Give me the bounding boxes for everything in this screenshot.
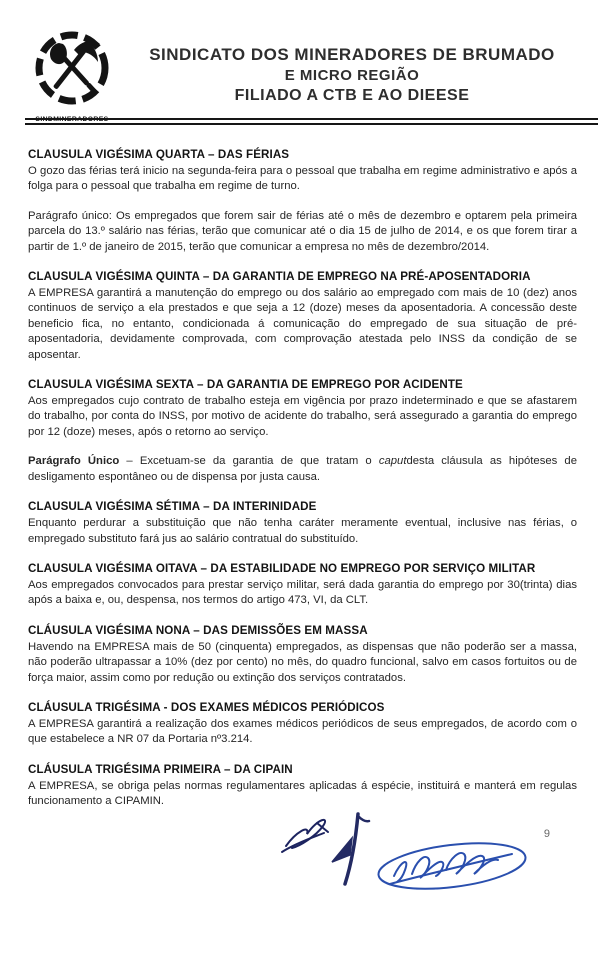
paragraph — [28, 779, 577, 810]
letterhead-titles — [112, 46, 592, 108]
text-run: A EMPRESA garantirá a realização dos exames médicos periódicos de seus empregados, de acordo com o que estabelece a NR 07 da Portaria nº3.214. — [28, 717, 577, 746]
signature-area — [270, 810, 560, 905]
title-line-3: FILIADO A CTB E AO DIEESE — [234, 87, 470, 104]
page-number: 9 — [543, 828, 550, 840]
paragraph — [28, 209, 577, 255]
text-run: A EMPRESA garantirá a manutenção do emprego ou dos salário ao empregado com mais de 10 (dez) anos continuos de serviço a ela prestados e que seja a 12 (doze) meses da aposentadoria. A concessão deste beneficio fica, no entanto, condicionada á comunicação do empregado de sua situação de pré-aposentadoria, devidamente comprovada, com comprovação atestada pelo INSS da condição de se aposentar. — [28, 287, 577, 361]
clause-heading: CLAUSULA VIGÉSIMA OITAVA – DA ESTABILIDADE NO EMPREGO POR SERVIÇO MILITAR — [28, 561, 536, 575]
clause-section — [28, 623, 577, 686]
logo-caption: SINDMINERADORES — [35, 116, 109, 123]
clause-section — [28, 700, 577, 748]
union-logo — [26, 28, 118, 123]
clause-section — [28, 269, 577, 363]
clause-heading: CLAUSULA VIGÉSIMA QUARTA – DAS FÉRIAS — [28, 148, 290, 161]
clause-heading: CLÁUSULA TRIGÉSIMA PRIMEIRA – DA CIPAIN — [28, 762, 293, 776]
clause-section — [28, 147, 577, 255]
signatures — [270, 810, 560, 905]
clause-heading: CLAUSULA VIGÉSIMA QUINTA – DA GARANTIA DE EMPREGO NA PRÉ-APOSENTADORIA — [28, 270, 531, 284]
text-run: O gozo das férias terá inicio na segunda-feira para o pessoal que trabalha em regime administrativo e após a folga para o pessoal que trabalha em regime de turno. — [28, 165, 577, 193]
paragraph — [28, 717, 577, 748]
title-line-1: SINDICATO DOS MINERADORES DE BRUMADO — [149, 45, 555, 64]
pickaxe-shovel-icon — [30, 28, 114, 110]
text-run: Parágrafo Único — [28, 455, 120, 468]
text-run: Enquanto perdurar a substituição que não tenha caráter meramente eventual, inclusive nas férias, o empregado substituto fará jus ao salário contratual do substituído. — [28, 517, 577, 545]
clause-heading: CLÁUSULA VIGÉSIMA NONA – DAS DEMISSÕES EM MASSA — [28, 623, 368, 637]
header-divider — [25, 118, 598, 125]
paragraph — [28, 454, 577, 485]
paragraph — [28, 578, 577, 609]
clause-heading: CLAUSULA VIGÉSIMA SÉTIMA – DA INTERINIDADE — [28, 500, 317, 514]
text-run: Aos empregados cujo contrato de trabalho esteja em vigência por prazo indeterminado e que se afastarem do trabalho, por conta do INSS, por motivo de acidente do trabalho, será assegurado a garantia do emprego por 12 (doze) meses, após o retorno ao serviço. — [28, 395, 577, 438]
paragraph — [28, 516, 577, 547]
clause-heading: CLAUSULA VIGÉSIMA SEXTA – DA GARANTIA DE EMPREGO POR ACIDENTE — [28, 378, 463, 392]
signature-stroke — [332, 814, 369, 884]
signature-initials — [282, 820, 328, 852]
clause-section — [28, 377, 577, 485]
signature-oval — [376, 836, 528, 896]
text-run: Aos empregados convocados para prestar serviço militar, será dada garantia do emprego por 30(trinta) dias após a baixa e, ou, despensa, nos termos do artigo 473, VI, da CLT. — [28, 578, 577, 607]
clause-section — [28, 499, 577, 547]
text-run: – Excetuam-se da garantia de que tratam o — [119, 455, 379, 468]
text-run: desta cláusula as hipóteses de desligamento espontâneo ou de dispensa por justa causa. — [28, 455, 577, 483]
paragraph — [28, 640, 577, 686]
title-line-2: E MICRO REGIÃO — [284, 67, 420, 84]
text-run: caput — [378, 455, 407, 468]
clause-section — [28, 762, 577, 810]
clause-section — [28, 561, 577, 609]
document-body — [28, 147, 577, 824]
paragraph — [28, 164, 577, 195]
clause-heading: CLÁUSULA TRIGÉSIMA - DOS EXAMES MÉDICOS PERIÓDICOS — [28, 700, 385, 714]
letterhead — [0, 0, 600, 146]
text-run: Parágrafo único: Os empregados que forem sair de férias até o mês de dezembro e optarem pela primeira parcela do 13.º salário nas férias, terão que comunicar até o dia 15 de julho de 2014, e os que forem tirar a partir de 1.º de janeiro de 2015, terão que comunicar a empresa no mês de dezembro/2014. — [28, 209, 577, 253]
text-run: A EMPRESA, se obriga pelas normas regulamentares aplicadas á espécie, instituirá e manterá em regulas funcionamento a CIPAMIN. — [28, 779, 577, 808]
paragraph — [28, 394, 577, 440]
paragraph — [28, 286, 577, 363]
text-run: Havendo na EMPRESA mais de 50 (cinquenta) empregados, as dispensas que não poderão ser a massa, não poderão ultrapassar a 10% (dez por cento) no mês, do quadro funcional, salvo em casos fortuitos ou de força maior, assim como por redução ou extinção dos serviços contratados. — [28, 640, 577, 684]
